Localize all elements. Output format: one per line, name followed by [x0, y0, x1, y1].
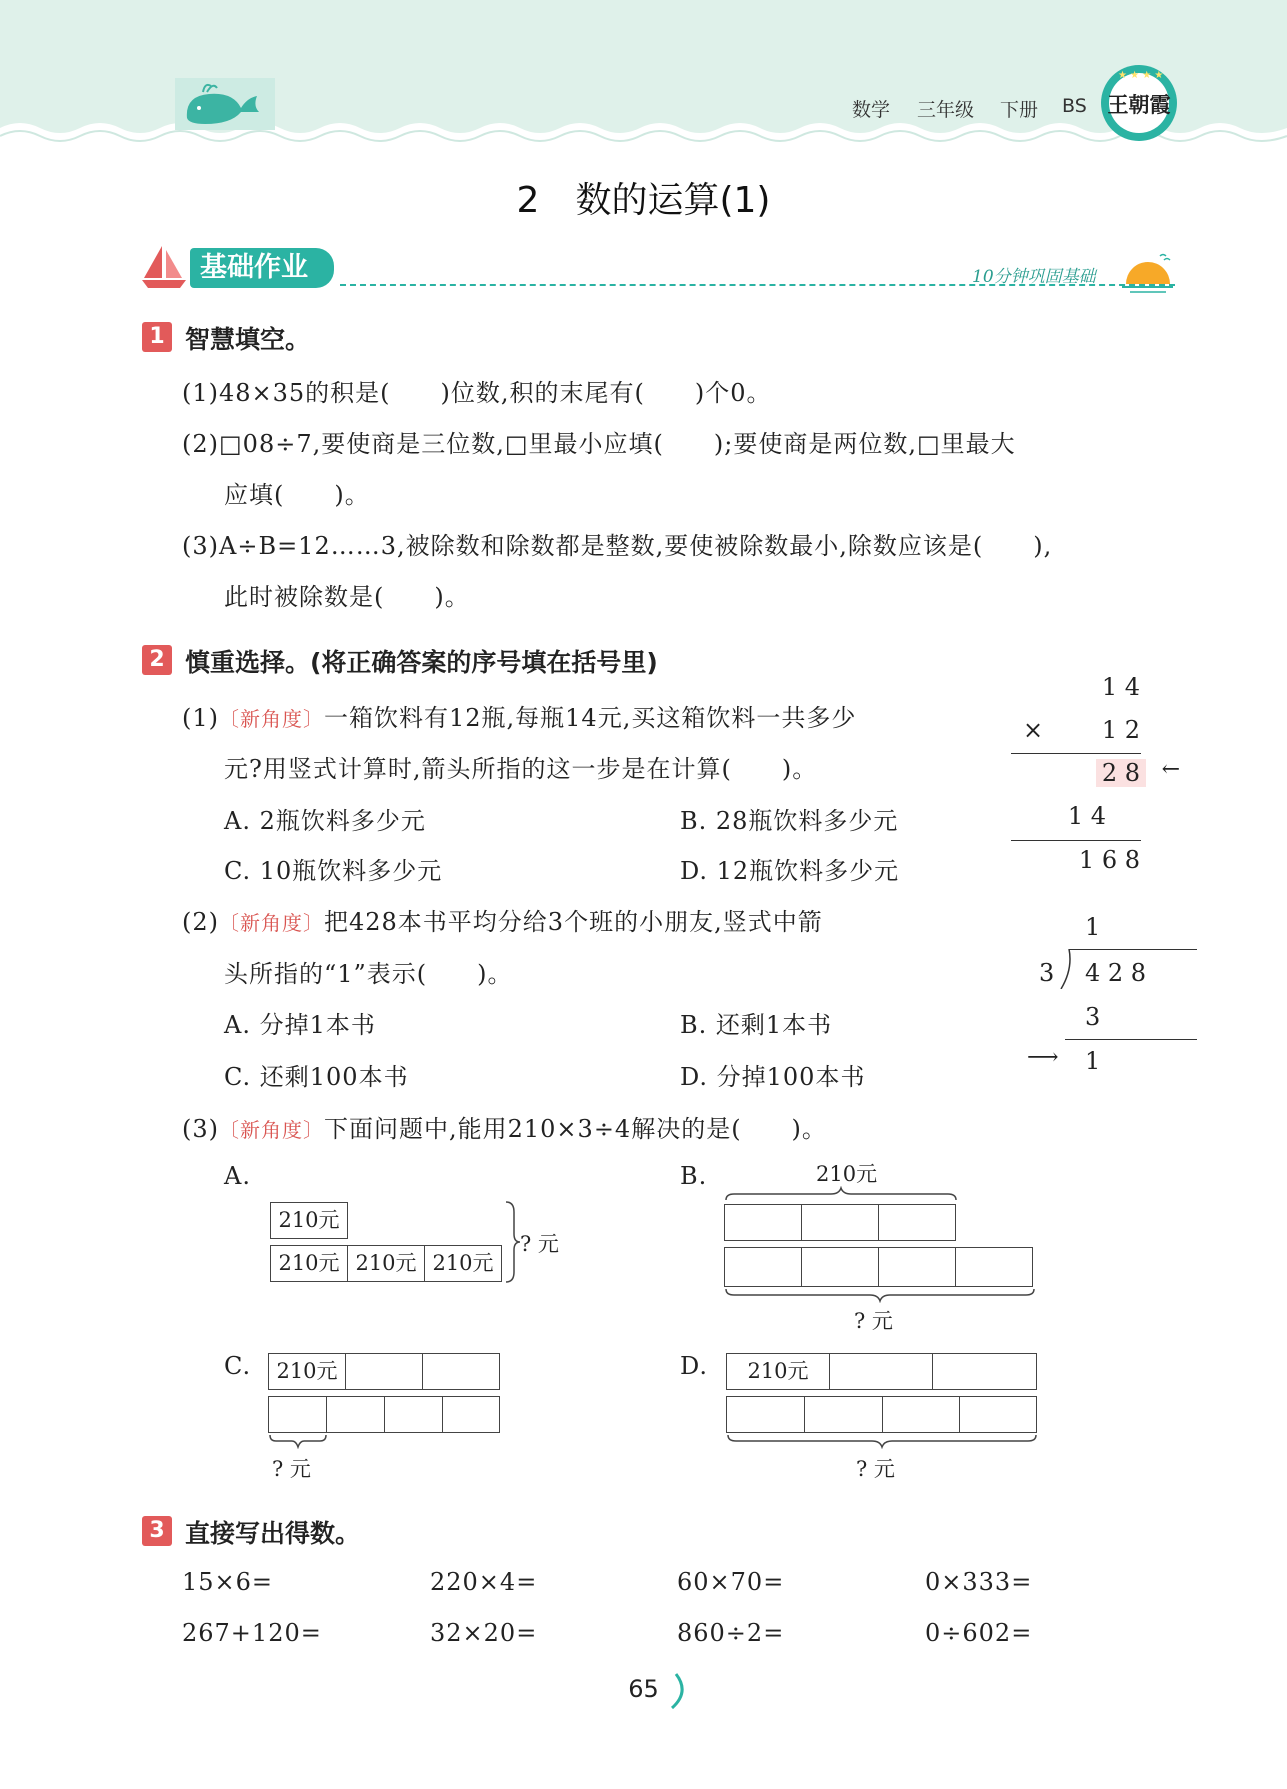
diagram-c-top-box-3: [422, 1353, 500, 1390]
diagram-c-bottom-box-1: [268, 1396, 327, 1433]
header-edition: BS: [1062, 95, 1087, 117]
diagram-c-label: C.: [224, 1352, 252, 1380]
diagram-b-bottom-box-1: [724, 1247, 802, 1287]
diagram-b-bottom-box-2: [801, 1247, 879, 1287]
div-line: [1065, 1039, 1197, 1040]
calc-multiply-sign: ×: [1023, 716, 1044, 744]
div-divisor: 3: [1039, 959, 1055, 987]
logo-text: 王朝霞: [1107, 92, 1171, 117]
new-angle-tag: 〔新角度〕: [219, 707, 324, 731]
diagram-b-top-box-1: [724, 1204, 802, 1241]
sailboat-icon: [140, 244, 190, 290]
diagram-b-bottom-box-4: [955, 1247, 1033, 1287]
diagram-a-label: A.: [224, 1162, 251, 1190]
q2-s2-option-d: D. 分掉100本书: [680, 1063, 866, 1091]
q2-s3-prefix: (3): [182, 1115, 219, 1143]
q1-item-3: (3)A÷B=12……3,被除数和除数都是整数,要使被除数最小,除数应该是( ),: [182, 532, 1053, 560]
header-volume: 下册: [1000, 99, 1039, 121]
div-subtrahend: 3: [1085, 1003, 1101, 1031]
q2-s1-option-b: B. 28瓶饮料多少元: [680, 807, 899, 835]
diagram-d-top-box-2: [829, 1353, 933, 1390]
calc-line-2: [1011, 840, 1141, 841]
diagram-b-bottom-brace: [724, 1287, 1036, 1303]
calc-arrow: ←: [1161, 757, 1180, 782]
q3-expr-2-3: 860÷2=: [677, 1619, 785, 1647]
diagram-a-box-3: 210元: [424, 1245, 502, 1282]
diagram-d-label: D.: [680, 1352, 709, 1380]
q2-number: 2: [142, 645, 172, 675]
q3-expr-2-4: 0÷602=: [925, 1619, 1033, 1647]
q2-s3-line: [182, 1109, 827, 1144]
diagram-a-box-2: 210元: [347, 1245, 425, 1282]
diagram-d-bottom-box-4: [959, 1396, 1037, 1433]
q2-s1-option-d: D. 12瓶饮料多少元: [680, 857, 900, 885]
q3-title: 直接写出得数。: [185, 1519, 361, 1548]
calc-line-1: [1011, 753, 1141, 754]
diagram-d-brace: [726, 1433, 1038, 1449]
diagram-d-top-box-1: 210元: [726, 1353, 830, 1390]
q2-s1-text1: 一箱饮料有12瓶,每瓶14元,买这箱饮料一共多少: [324, 704, 857, 732]
div-dividend: 4 2 8: [1085, 959, 1147, 987]
sunset-icon: [1120, 250, 1175, 296]
q1-number: 1: [142, 322, 172, 352]
q1-item-2: (2)□08÷7,要使商是三位数,□里最小应填( );要使商是两位数,□里最大: [182, 430, 1016, 458]
diagram-b-bottom-box-3: [878, 1247, 956, 1287]
diagram-b-top-box-2: [801, 1204, 879, 1241]
diagram-d-top-box-3: [932, 1353, 1037, 1390]
q3-expr-2-1: 267+120=: [182, 1619, 322, 1647]
div-remainder: 1: [1085, 1047, 1101, 1075]
q2-s2-option-c: C. 还剩100本书: [224, 1063, 409, 1091]
diagram-c-bottom-box-4: [442, 1396, 500, 1433]
q2-s2-option-b: B. 还剩1本书: [680, 1011, 833, 1039]
section-banner: 基础作业: [190, 248, 334, 288]
div-quotient: 1: [1085, 913, 1101, 941]
section-tag: 10分钟巩固基础: [972, 267, 1096, 287]
q2-s3-text: 下面问题中,能用210×3÷4解决的是( )。: [324, 1115, 827, 1143]
diagram-c-top-box-1: 210元: [268, 1353, 346, 1390]
calc-multiplier: 1 2: [1101, 716, 1140, 744]
whale-icon: [175, 78, 275, 130]
diagram-b-top-brace: [724, 1186, 958, 1202]
diagram-a-box-top: 210元: [270, 1202, 348, 1239]
q2-title: 慎重选择。(将正确答案的序号填在括号里): [185, 648, 658, 677]
page-number: 65: [628, 1675, 659, 1703]
div-bracket: [1059, 949, 1073, 989]
q2-s2-prefix: (2): [182, 908, 219, 936]
q3-expr-1-3: 60×70=: [677, 1568, 785, 1596]
diagram-c-brace: [268, 1433, 328, 1449]
svg-text:★ ★ ★ ★: ★ ★ ★ ★: [1118, 70, 1164, 81]
new-angle-tag: 〔新角度〕: [219, 911, 324, 935]
q1-item-3-cont: 此时被除数是( )。: [224, 583, 470, 611]
diagram-d-question: ? 元: [856, 1457, 895, 1481]
diagram-d-bottom-box-2: [804, 1396, 883, 1433]
diagram-c-bottom-box-2: [326, 1396, 385, 1433]
calc-partial-1: 2 8: [1096, 759, 1146, 787]
q3-number: 3: [142, 1516, 172, 1546]
q1-item-1: (1)48×35的积是( )位数,积的末尾有( )个0。: [182, 379, 772, 407]
diagram-c-question: ? 元: [272, 1457, 311, 1481]
diagram-d-bottom-box-3: [882, 1396, 960, 1433]
diagram-a-question: ? 元: [520, 1232, 559, 1256]
page-title: 2 数的运算(1): [516, 180, 771, 221]
q2-s1-line1: [182, 698, 856, 733]
diagram-d-bottom-box-1: [726, 1396, 805, 1433]
new-angle-tag: 〔新角度〕: [219, 1118, 324, 1142]
diagram-b-question: ? 元: [854, 1309, 893, 1333]
q1-item-2-cont: 应填( )。: [224, 481, 370, 509]
q3-expr-1-1: 15×6=: [182, 1568, 274, 1596]
diagram-a-box-1: 210元: [270, 1245, 348, 1282]
diagram-c-bottom-box-3: [384, 1396, 443, 1433]
q2-s1-prefix: (1): [182, 704, 219, 732]
calc-top: 1 4: [1101, 673, 1140, 701]
div-arrow: ⟶: [1027, 1045, 1059, 1070]
q2-s2-text1: 把428本书平均分给3个班的小朋友,竖式中箭: [324, 908, 823, 936]
q3-expr-2-2: 32×20=: [430, 1619, 538, 1647]
diagram-b-label: B.: [680, 1162, 708, 1190]
q2-s2-line2: 头所指的“1”表示( )。: [224, 960, 513, 988]
q2-s2-line1: [182, 902, 823, 937]
q2-s1-line2: 元?用竖式计算时,箭头所指的这一步是在计算( )。: [224, 755, 818, 783]
q2-s1-option-a: A. 2瓶饮料多少元: [224, 807, 426, 835]
vertical-multiplication: [1005, 665, 1180, 880]
diagram-b-top-amount: 210元: [816, 1162, 878, 1186]
calc-result: 1 6 8: [1078, 846, 1140, 874]
header-subject: 数学: [852, 99, 891, 121]
brand-logo: [1098, 62, 1180, 144]
diagram-b-top-box-3: [878, 1204, 956, 1241]
q1-title: 智慧填空。: [185, 325, 311, 354]
q2-s1-option-c: C. 10瓶饮料多少元: [224, 857, 443, 885]
header-grade: 三年级: [917, 99, 975, 121]
q2-s2-option-a: A. 分掉1本书: [224, 1011, 376, 1039]
div-bar: [1069, 949, 1197, 950]
long-division: [1025, 905, 1185, 1085]
q3-expr-1-4: 0×333=: [925, 1568, 1033, 1596]
diagram-c-top-box-2: [345, 1353, 423, 1390]
q3-expr-1-2: 220×4=: [430, 1568, 538, 1596]
calc-partial-2: 1 4: [1067, 802, 1106, 830]
